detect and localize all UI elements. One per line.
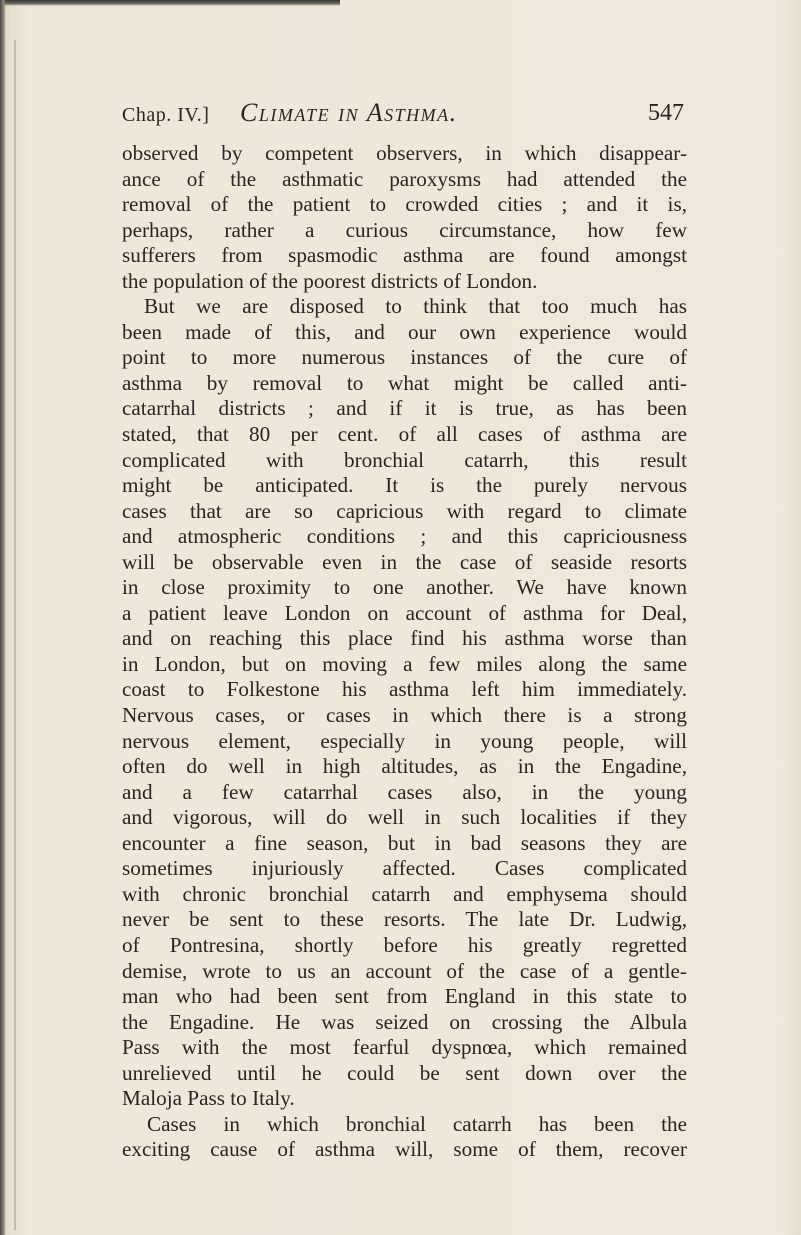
running-header [122, 98, 682, 128]
text-line: Nervous cases, or cases in which there is a strong [122, 703, 687, 728]
text-line: in London, but on moving a few miles along the same [122, 651, 687, 676]
text-line: Maloja Pass to Italy. [122, 1086, 295, 1111]
text-line: never be sent to these resorts. The late Dr. Ludwig, [122, 907, 687, 932]
text-line: a patient leave London on account of asthma for Deal, [122, 600, 687, 625]
text-line: unrelieved until he could be sent down over the [122, 1060, 687, 1085]
body-text [122, 141, 687, 1163]
page-top-edge-shadow [0, 0, 340, 6]
text-line: catarrhal districts ; and if it is true, as has been [122, 396, 687, 421]
text-line: often do well in high altitudes, as in the Engadine, [122, 754, 687, 779]
text-line: in close proximity to one another. We have known [122, 575, 687, 600]
text-line: and atmospheric conditions ; and this capriciousness [122, 524, 687, 549]
text-line: encounter a fine season, but in bad seasons they are [122, 830, 687, 855]
text-line: exciting cause of asthma will, some of them, recover [122, 1137, 687, 1162]
text-line: perhaps, rather a curious circumstance, how few [122, 217, 687, 242]
text-line: stated, that 80 per cent. of all cases of asthma are [122, 422, 687, 447]
page-number: 547 [648, 100, 684, 126]
text-line: of Pontresina, shortly before his greatly regretted [122, 932, 687, 957]
text-line: the Engadine. He was seized on crossing the Albula [122, 1009, 687, 1034]
text-line: with chronic bronchial catarrh and emphysema should [122, 881, 687, 906]
page-binding-crease [14, 40, 16, 1230]
text-line: complicated with bronchial catarrh, this result [122, 447, 687, 472]
text-line: sometimes injuriously affected. Cases complicated [122, 856, 687, 881]
text-line: coast to Folkestone his asthma left him immediately. [122, 677, 687, 702]
text-line: and vigorous, will do well in such localities if they [122, 805, 687, 830]
text-line: man who had been sent from England in this state to [122, 984, 687, 1009]
text-line: removal of the patient to crowded cities ; and it is, [122, 192, 687, 217]
text-line: and a few catarrhal cases also, in the young [122, 779, 687, 804]
text-line: been made of this, and our own experience would [122, 319, 687, 344]
text-line: But we are disposed to think that too much has [144, 294, 687, 319]
text-line: asthma by removal to what might be called anti- [122, 370, 687, 395]
text-line: ance of the asthmatic paroxysms had attended the [122, 166, 687, 191]
text-line: sufferers from spasmodic asthma are found amongst [122, 243, 687, 268]
page-binding-shadow [0, 0, 6, 1235]
text-line: observed by competent observers, in which disappear- [122, 141, 687, 165]
running-title: Climate in Asthma. [240, 98, 458, 127]
text-line: cases that are so capricious with regard to climate [122, 498, 687, 523]
text-line: might be anticipated. It is the purely nervous [122, 473, 687, 498]
text-line: and on reaching this place find his asthma worse than [122, 626, 687, 651]
text-line: will be observable even in the case of seaside resorts [122, 549, 687, 574]
text-line: the population of the poorest districts of London. [122, 268, 538, 293]
text-line: nervous element, especially in young people, will [122, 728, 687, 753]
chapter-label: Chap. IV.] [122, 104, 210, 126]
text-line: Pass with the most fearful dyspnœa, which remained [122, 1035, 687, 1060]
text-line: demise, wrote to us an account of the case of a gentle- [122, 958, 687, 983]
text-line: Cases in which bronchial catarrh has been the [147, 1111, 687, 1136]
text-line: point to more numerous instances of the cure of [122, 345, 687, 370]
